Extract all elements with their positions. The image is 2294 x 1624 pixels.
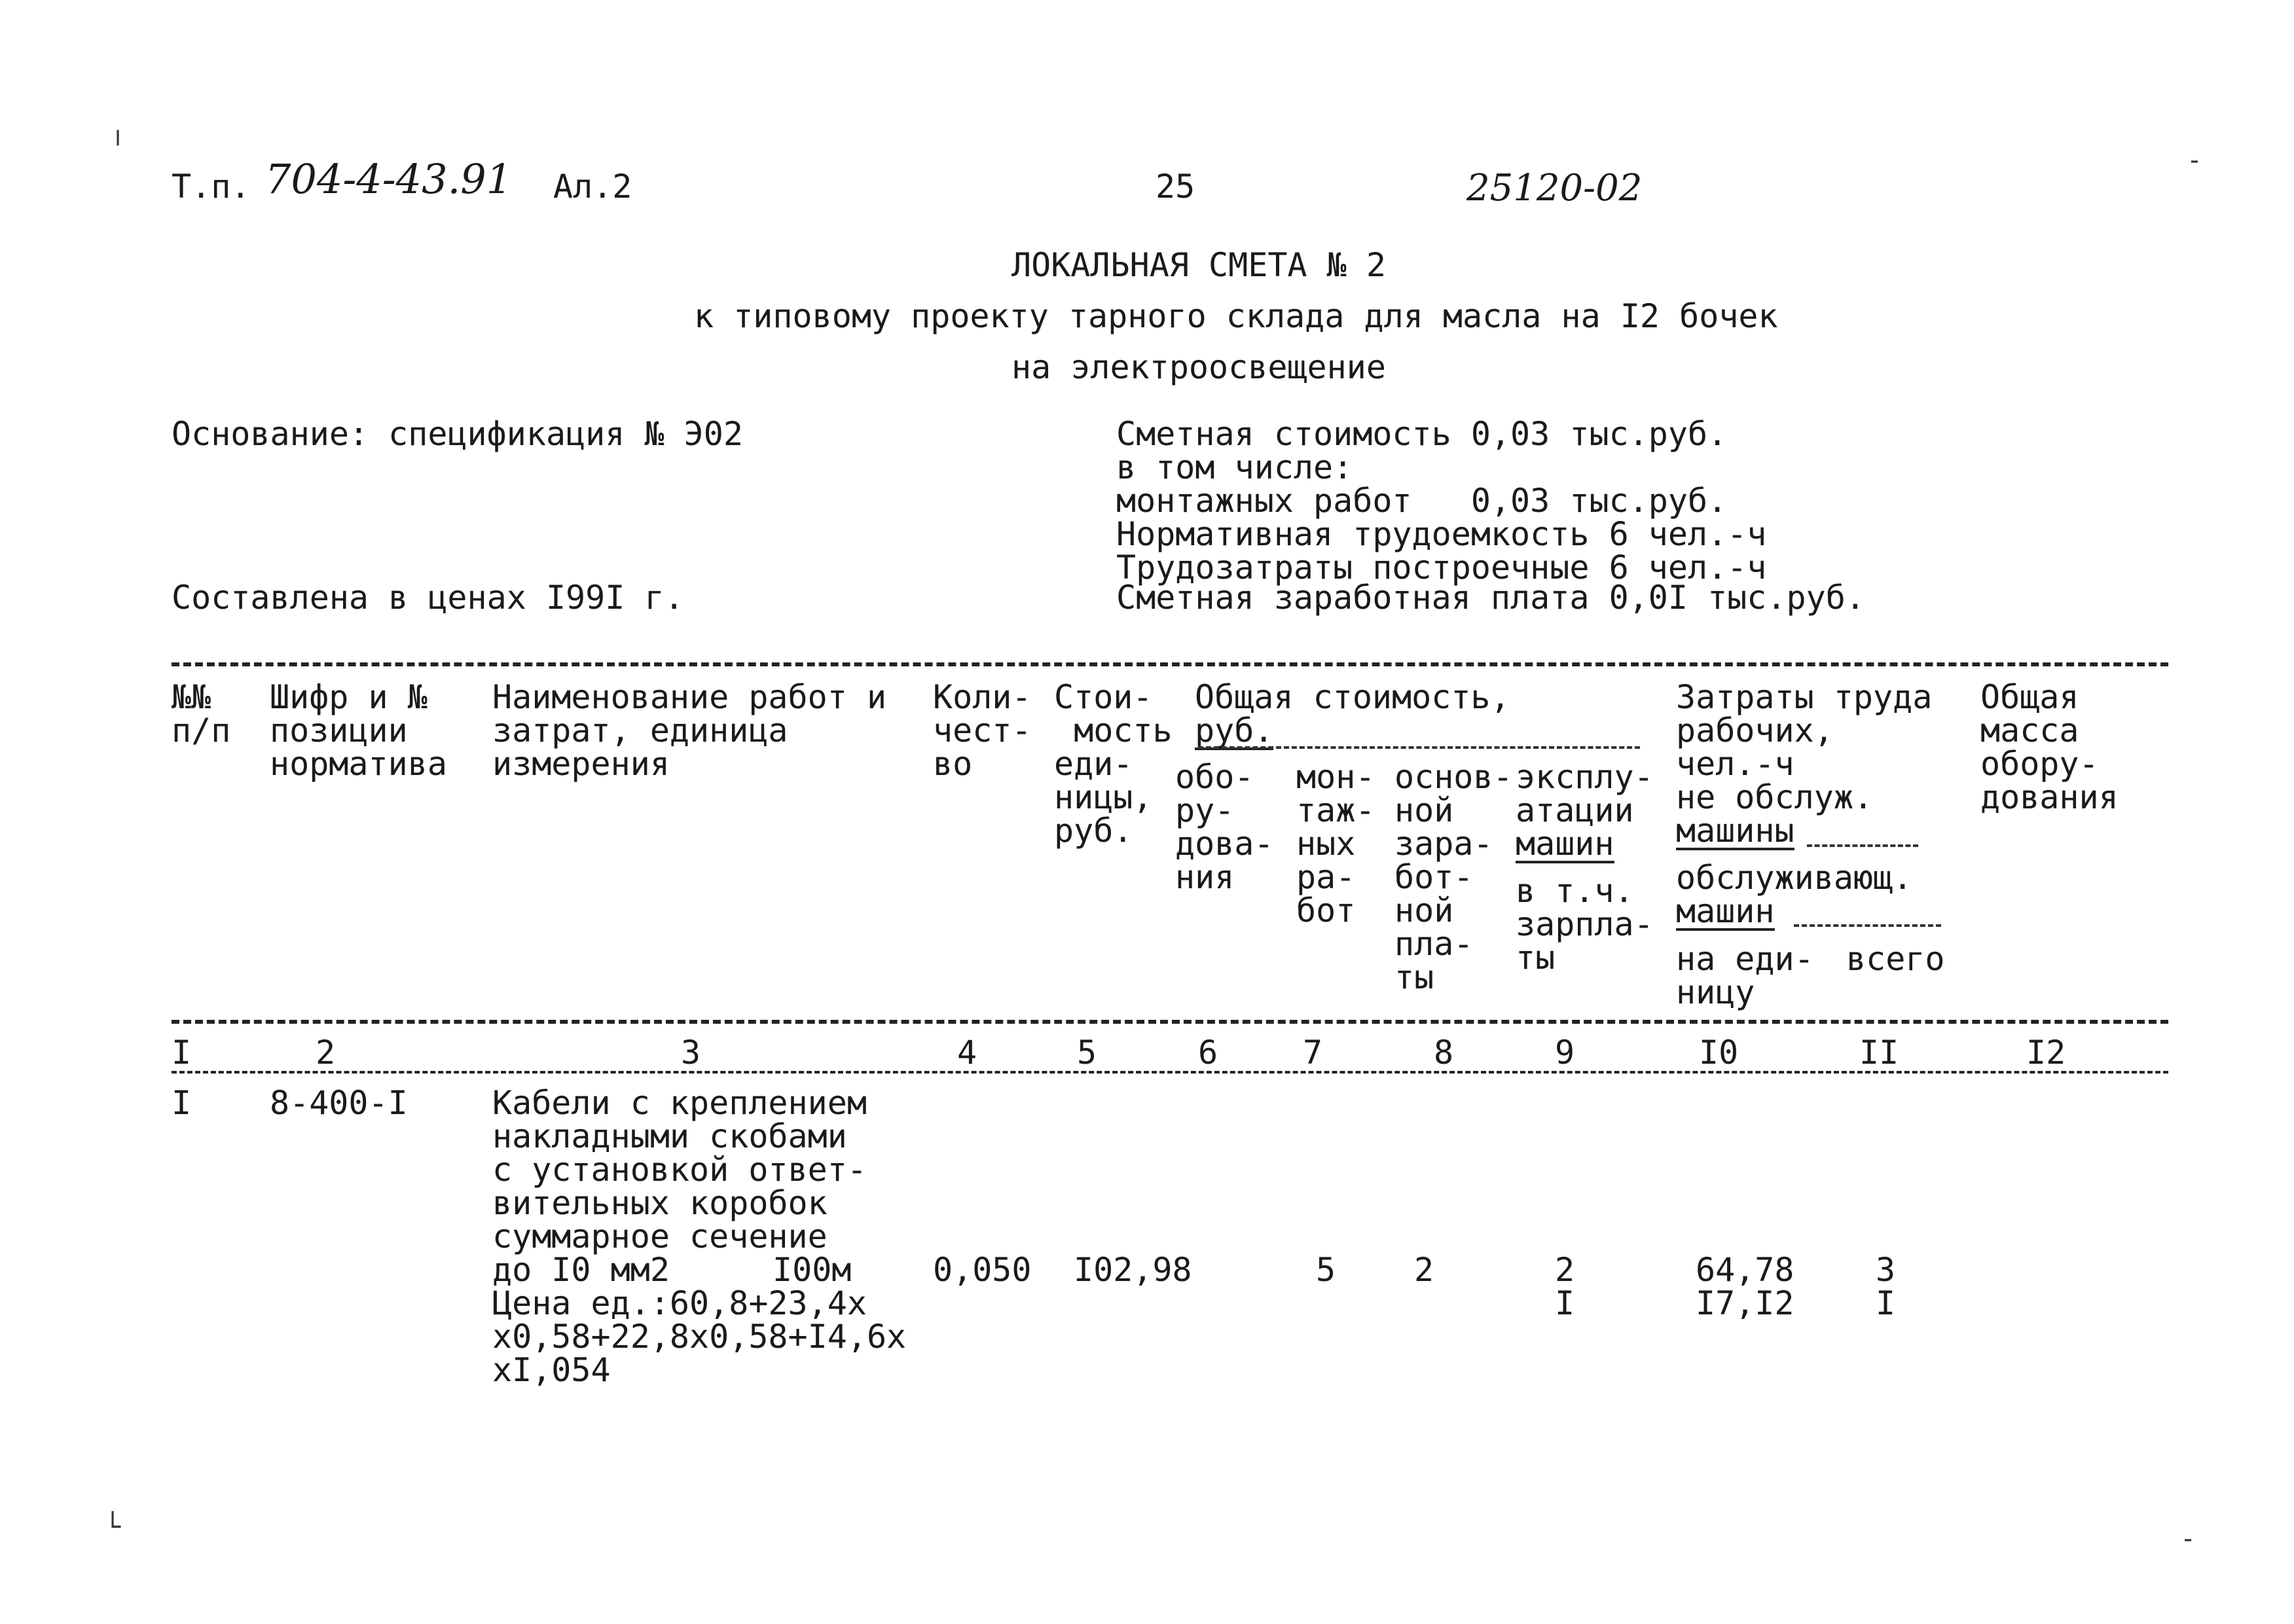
album-label: Ал.2 (553, 168, 632, 206)
row-code: 8-400-I (270, 1084, 408, 1122)
doc-prefix: Т.п. (172, 168, 251, 206)
col-number-10: I0 (1699, 1034, 1739, 1072)
col-header-base-salary: основ- ной зара- бот- ной пла- ты (1394, 758, 1513, 996)
project-number: 704-4-43.91 (265, 155, 513, 203)
total-cost-divider (1198, 746, 1640, 749)
prices-year-text: Составлена в ценах I99I г. (172, 579, 684, 617)
col-header-machine-operation: эксплу- атации (1516, 758, 1654, 829)
estimate-cost-line: Сметная стоимость 0,03 тыс.руб. (1116, 415, 1728, 453)
col-header-labor-operating-machines: машин (1676, 892, 1775, 930)
estimate-title: ЛОКАЛЬНАЯ СМЕТА № 2 (1011, 246, 1386, 284)
col-number-1: I (172, 1034, 192, 1072)
row-mounting-cost: 5 (1316, 1251, 1336, 1289)
col-number-12: I2 (2026, 1034, 2066, 1072)
col-header-description: Наименование работ и затрат, единица измерения (492, 678, 887, 783)
mounting-cost-line: монтажных работ 0,03 тыс.руб. (1116, 482, 1728, 520)
corner-mark-bottom-right: ‐ (2180, 1524, 2196, 1554)
col-header-machines: машин (1516, 825, 1614, 863)
row-labor-per-unit-1: 64,78 (1696, 1251, 1794, 1289)
row-labor-per-unit-2: I7,I2 (1696, 1284, 1794, 1322)
col-header-number: №№ п/п (172, 678, 231, 749)
estimate-subtitle: к типовому проекту тарного склада для масла на I2 бочек (694, 297, 1778, 335)
table-top-rule (172, 662, 2168, 666)
col-number-2: 2 (316, 1034, 336, 1072)
row-machine-salary: I (1555, 1284, 1575, 1322)
col-number-3: 3 (681, 1034, 701, 1072)
page-number: 25 (1156, 168, 1195, 206)
row-labor-total-1: 3 (1876, 1251, 1896, 1289)
row-number: I (172, 1084, 192, 1122)
col-number-6: 6 (1198, 1034, 1218, 1072)
col-header-unit-cost: Стои- мость еди- ницы, руб. (1054, 678, 1173, 850)
labor-divider-2 (1794, 924, 1941, 927)
col-header-equipment-mass: Общая масса обору- дования (1980, 678, 2119, 816)
estimate-salary-line: Сметная заработная плата 0,0I тыс.руб. (1116, 579, 1865, 617)
row-quantity: 0,050 (933, 1251, 1032, 1289)
col-number-9: 9 (1555, 1034, 1575, 1072)
row-salary-cost: 2 (1414, 1251, 1434, 1289)
col-number-5: 5 (1077, 1034, 1097, 1072)
col-header-labor-total: всего (1846, 940, 1945, 978)
row-machine-cost: 2 (1555, 1251, 1575, 1289)
col-header-incl-salary: в т.ч. зарпла- ты (1516, 872, 1654, 977)
col-header-total-cost-unit: руб. (1195, 712, 1274, 749)
row-price-formula: Цена ед.:60,8+23,4х х0,58+22,8х0,58+I4,6х хI,054 (492, 1284, 907, 1389)
doc-code: 25120-02 (1466, 167, 1643, 209)
including-line: в том числе: (1116, 448, 1353, 486)
col-header-labor: Затраты труда рабочих, чел.-ч не обслуж. (1676, 678, 1933, 816)
col-header-mounting: мон- таж- ных ра- бот (1296, 758, 1375, 929)
normative-labor-line: Нормативная трудоемкость 6 чел.-ч (1116, 515, 1767, 553)
col-number-7: 7 (1303, 1034, 1323, 1072)
col-number-4: 4 (957, 1034, 977, 1072)
col-header-labor-machines: машины (1676, 812, 1794, 850)
corner-mark-top-right: ‐ (2187, 145, 2203, 175)
col-header-labor-per-unit: на еди- ницу (1676, 940, 1814, 1011)
row-unit-cost: I02,98 (1074, 1251, 1192, 1289)
col-header-code: Шифр и № позиции норматива (270, 678, 447, 783)
site-labor-line: Трудозатраты построечные 6 чел.-ч (1116, 549, 1767, 586)
col-number-8: 8 (1434, 1034, 1454, 1072)
labor-divider-1 (1807, 844, 1918, 847)
col-header-equipment: обо- ру- дова- ния (1175, 758, 1274, 896)
corner-mark-top-left: ╵ (110, 131, 126, 161)
col-number-11: II (1859, 1034, 1899, 1072)
col-header-quantity: Коли- чест- во (933, 678, 1032, 783)
row-unit: I00м (773, 1251, 852, 1289)
estimate-purpose: на электроосвещение (1011, 348, 1386, 386)
col-header-labor-operating: обслуживающ. (1676, 859, 1913, 897)
table-header-bottom-rule (172, 1020, 2168, 1024)
row-description: Кабели с креплением накладными скобами с установкой ответ- вительных коробок суммарное сечение до I0 мм2 (492, 1084, 867, 1289)
col-header-total-cost: Общая стоимость, (1195, 678, 1510, 716)
row-labor-total-2: I (1876, 1284, 1896, 1322)
basis-text: Основание: спецификация № Э02 (172, 415, 743, 453)
corner-mark-bottom-left: └ (105, 1512, 121, 1542)
